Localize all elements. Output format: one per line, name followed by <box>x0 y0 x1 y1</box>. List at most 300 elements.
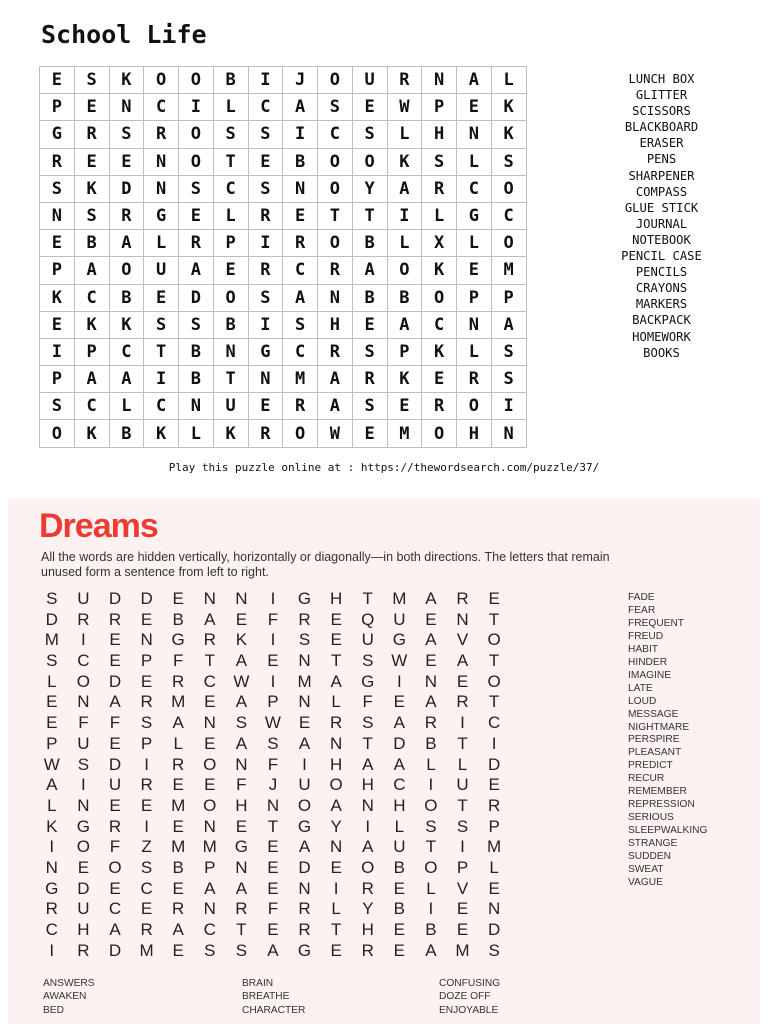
grid-letter: B <box>425 733 437 753</box>
word-list-item: LOUD <box>628 695 657 707</box>
grid-letter: B <box>179 338 214 365</box>
grid-letter: M <box>455 940 470 960</box>
grid-letter: O <box>40 420 75 447</box>
grid-letter: K <box>74 311 109 338</box>
grid-letter: L <box>109 393 144 420</box>
grid-letter: B <box>352 284 387 311</box>
grid-letter: S <box>248 284 283 311</box>
word-list-item: MARKERS <box>635 297 688 312</box>
grid-letter: D <box>108 671 122 691</box>
grid-letter: R <box>487 795 501 815</box>
dreams-bottom-word-column <box>439 977 500 1017</box>
grid-letter: L <box>394 816 405 836</box>
grid-letter: N <box>179 393 214 420</box>
grid-letter: L <box>213 94 248 121</box>
grid-letter: C <box>144 94 179 121</box>
grid-letter: P <box>74 338 109 365</box>
grid-letter: D <box>393 733 406 753</box>
grid-letter: C <box>393 775 406 795</box>
grid-letter: P <box>40 366 75 393</box>
word-list-item: FREQUENT <box>628 617 685 629</box>
grid-letter: R <box>298 920 311 939</box>
grid-letter: L <box>491 67 526 94</box>
grid-letter: T <box>488 609 500 629</box>
grid-letter: R <box>74 121 109 148</box>
grid-letter: E <box>109 795 121 815</box>
grid-letter: I <box>491 393 526 420</box>
grid-letter: R <box>318 338 353 365</box>
grid-letter: A <box>109 920 121 939</box>
grid-row <box>40 67 527 94</box>
puzzle-online-link[interactable]: Play this puzzle online at : https://thewordsearch.com/puzzle/37/ <box>168 461 600 474</box>
grid-letter: A <box>235 651 248 671</box>
grid-letter: S <box>352 393 387 420</box>
grid-letter: E <box>140 671 153 691</box>
grid-letter: H <box>330 589 343 608</box>
grid-letter: I <box>365 816 371 836</box>
grid-letter: S <box>40 393 75 420</box>
grid-letter: R <box>248 257 283 284</box>
grid-letter: R <box>140 692 153 712</box>
grid-letter: C <box>248 94 283 121</box>
grid-letter: S <box>425 816 437 836</box>
grid-letter: W <box>264 713 281 733</box>
grid-letter: S <box>248 175 283 202</box>
grid-letter: U <box>393 609 406 629</box>
grid-letter: B <box>109 420 144 447</box>
grid-letter: X <box>422 230 457 257</box>
grid-letter: E <box>248 393 283 420</box>
grid-letter: E <box>387 393 422 420</box>
grid-letter: H <box>361 775 374 795</box>
dreams-instructions: All the words are hidden vertically, horizontally or diagonally—in both directions. The letters that remain unused form a sentence from left to right. <box>41 550 610 579</box>
grid-row <box>40 420 527 447</box>
grid-row <box>36 837 510 858</box>
grid-letter: N <box>235 754 248 774</box>
grid-letter: E <box>352 420 387 447</box>
word-list-item: PERSPIRE <box>628 734 680 746</box>
grid-letter: S <box>140 713 153 733</box>
grid-row <box>40 257 527 284</box>
grid-letter: E <box>40 67 75 94</box>
grid-letter: G <box>40 121 75 148</box>
grid-letter: U <box>352 67 387 94</box>
grid-letter: R <box>77 940 90 960</box>
grid-letter: E <box>109 651 121 671</box>
grid-letter: E <box>172 940 184 960</box>
grid-letter: C <box>109 338 144 365</box>
grid-letter: B <box>74 230 109 257</box>
grid-letter: R <box>361 878 374 898</box>
grid-letter: E <box>204 775 216 795</box>
grid-letter: T <box>425 837 437 857</box>
grid-letter: N <box>298 651 311 671</box>
grid-letter: I <box>396 671 402 691</box>
grid-letter: N <box>203 713 216 733</box>
grid-letter: K <box>144 420 179 447</box>
grid-letter: I <box>270 589 276 608</box>
grid-letter: R <box>387 67 422 94</box>
grid-letter: E <box>140 795 153 815</box>
grid-letter: U <box>108 775 122 795</box>
grid-letter: H <box>318 311 353 338</box>
grid-letter: B <box>213 311 248 338</box>
grid-letter: Y <box>352 175 387 202</box>
grid-letter: E <box>267 857 279 877</box>
grid-letter: C <box>487 713 501 733</box>
grid-letter: E <box>109 733 121 753</box>
grid-letter: E <box>235 609 248 629</box>
grid-letter: I <box>144 754 149 774</box>
grid-letter: R <box>248 420 283 447</box>
grid-letter: T <box>362 733 373 753</box>
grid-letter: A <box>109 366 144 393</box>
grid-letter: C <box>203 920 216 939</box>
grid-letter: P <box>457 284 492 311</box>
grid-letter: E <box>140 609 153 629</box>
grid-letter: R <box>203 630 216 650</box>
grid-row <box>40 121 527 148</box>
grid-letter: O <box>109 257 144 284</box>
grid-letter: G <box>457 202 492 229</box>
grid-letter: O <box>318 230 353 257</box>
grid-row <box>40 311 527 338</box>
grid-letter: P <box>140 651 153 671</box>
grid-letter: S <box>491 148 526 175</box>
grid-letter: A <box>46 775 58 795</box>
grid-letter: E <box>456 920 469 939</box>
word-list-item: SCISSORS <box>632 104 691 119</box>
grid-letter: B <box>213 67 248 94</box>
grid-letter: H <box>422 121 457 148</box>
grid-letter: S <box>283 311 318 338</box>
grid-letter: T <box>352 202 387 229</box>
grid-letter: L <box>47 795 57 815</box>
grid-letter: L <box>457 754 468 774</box>
grid-letter: A <box>74 366 109 393</box>
grid-letter: L <box>331 899 341 919</box>
grid-letter: C <box>203 671 216 691</box>
grid-letter: N <box>318 284 353 311</box>
grid-letter: E <box>488 878 500 898</box>
word-list-item: PENS <box>646 152 677 167</box>
grid-letter: U <box>298 775 311 795</box>
grid-letter: E <box>40 311 75 338</box>
grid-row <box>40 148 527 175</box>
grid-letter: N <box>266 795 280 815</box>
word-list-item: VAGUE <box>628 876 663 888</box>
grid-letter: F <box>362 692 373 712</box>
grid-letter: P <box>422 94 457 121</box>
grid-letter: U <box>77 899 90 919</box>
grid-letter: T <box>457 733 468 753</box>
dreams-bottom-word-column <box>43 977 95 1017</box>
word-list-item: JOURNAL <box>635 216 688 231</box>
grid-letter: N <box>422 67 457 94</box>
grid-letter: C <box>45 920 58 939</box>
word-list-item: ENJOYABLE <box>439 1004 499 1016</box>
grid-letter: T <box>488 651 500 671</box>
grid-letter: D <box>140 589 153 608</box>
word-list-item: IMAGINE <box>628 669 672 681</box>
grid-letter: L <box>457 338 492 365</box>
grid-row <box>36 858 510 879</box>
grid-letter: E <box>393 878 405 898</box>
grid-letter: L <box>179 420 214 447</box>
grid-letter: C <box>457 175 492 202</box>
word-list-item: DOZE OFF <box>439 991 491 1003</box>
grid-letter: K <box>491 94 526 121</box>
grid-letter: A <box>425 589 437 608</box>
grid-letter: B <box>352 230 387 257</box>
grid-letter: F <box>172 651 184 671</box>
grid-letter: M <box>202 837 217 857</box>
grid-letter: S <box>488 940 500 960</box>
grid-letter: R <box>45 899 58 919</box>
grid-letter: N <box>491 420 526 447</box>
grid-letter: H <box>77 920 90 939</box>
grid-row <box>40 202 527 229</box>
grid-letter: M <box>297 671 312 691</box>
grid-letter: E <box>144 284 179 311</box>
grid-letter: N <box>298 692 311 712</box>
grid-letter: A <box>387 175 422 202</box>
grid-letter: O <box>318 148 353 175</box>
grid-letter: I <box>283 121 318 148</box>
school-life-title: School Life <box>41 20 207 49</box>
grid-letter: S <box>179 311 214 338</box>
grid-letter: R <box>424 713 438 733</box>
grid-letter: G <box>361 671 375 691</box>
grid-letter: I <box>248 230 283 257</box>
grid-letter: S <box>456 816 469 836</box>
grid-letter: O <box>203 754 217 774</box>
grid-letter: E <box>46 713 58 733</box>
word-list-item: COMPASS <box>635 184 688 199</box>
grid-letter: M <box>392 589 407 608</box>
grid-letter: C <box>74 284 109 311</box>
grid-letter: L <box>457 148 492 175</box>
grid-letter: R <box>457 366 492 393</box>
grid-letter: E <box>422 366 457 393</box>
grid-letter: R <box>140 920 153 939</box>
grid-letter: M <box>283 366 318 393</box>
grid-letter: A <box>109 230 144 257</box>
grid-letter: J <box>283 67 318 94</box>
grid-letter: R <box>422 393 457 420</box>
grid-letter: R <box>140 775 153 795</box>
grid-letter: N <box>144 175 179 202</box>
grid-letter: G <box>297 940 312 960</box>
grid-row <box>36 920 510 941</box>
grid-letter: T <box>267 816 279 836</box>
word-list-item: HINDER <box>628 656 668 668</box>
grid-letter: I <box>333 878 339 898</box>
grid-letter: M <box>171 692 186 712</box>
grid-letter: N <box>248 366 283 393</box>
grid-letter: W <box>233 671 250 691</box>
grid-letter: O <box>424 857 438 877</box>
grid-letter: I <box>387 202 422 229</box>
grid-letter: B <box>283 148 318 175</box>
grid-letter: A <box>235 733 248 753</box>
word-list-item: PREDICT <box>628 760 673 772</box>
word-list-item: HABIT <box>628 643 659 655</box>
grid-letter: S <box>235 940 248 960</box>
grid-letter: S <box>40 175 75 202</box>
grid-letter: V <box>456 878 469 898</box>
grid-letter: A <box>362 837 374 857</box>
grid-letter: E <box>267 878 279 898</box>
grid-letter: F <box>267 609 279 629</box>
grid-letter: R <box>283 393 318 420</box>
grid-letter: R <box>109 202 144 229</box>
grid-letter: A <box>204 878 216 898</box>
word-list-item: BACKPACK <box>632 313 691 328</box>
grid-letter: S <box>248 121 283 148</box>
grid-letter: I <box>270 671 276 691</box>
grid-letter: U <box>393 837 406 857</box>
grid-letter: P <box>40 94 75 121</box>
grid-letter: E <box>283 202 318 229</box>
grid-letter: E <box>248 148 283 175</box>
grid-letter: R <box>248 202 283 229</box>
grid-letter: O <box>108 857 122 877</box>
grid-letter: I <box>460 713 465 733</box>
grid-letter: G <box>76 816 90 836</box>
word-list-item: FEAR <box>628 604 656 616</box>
grid-row <box>36 651 510 672</box>
grid-letter: E <box>109 148 144 175</box>
word-list-item: NOTEBOOK <box>632 232 691 247</box>
grid-letter: W <box>391 651 408 671</box>
grid-letter: O <box>76 837 90 857</box>
grid-letter: T <box>318 202 353 229</box>
word-list-item: GLUE STICK <box>624 200 699 215</box>
grid-letter: C <box>140 878 153 898</box>
grid-letter: N <box>140 630 153 650</box>
grid-letter: I <box>49 837 55 857</box>
grid-letter: D <box>108 589 122 608</box>
grid-letter: I <box>40 338 75 365</box>
grid-letter: E <box>140 899 153 919</box>
grid-row <box>40 94 527 121</box>
grid-letter: W <box>43 754 60 774</box>
grid-letter: O <box>487 671 501 691</box>
grid-letter: A <box>330 671 342 691</box>
grid-row <box>36 796 510 817</box>
grid-letter: M <box>44 630 59 650</box>
grid-letter: S <box>362 713 374 733</box>
word-list-item: SUDDEN <box>628 851 672 863</box>
grid-letter: N <box>109 94 144 121</box>
grid-letter: O <box>179 67 214 94</box>
dreams-letter-grid <box>36 589 510 961</box>
grid-letter: T <box>488 692 500 712</box>
grid-letter: O <box>457 393 492 420</box>
word-list-item: STRANGE <box>628 838 678 850</box>
grid-letter: R <box>40 148 75 175</box>
grid-letter: M <box>139 940 154 960</box>
grid-letter: E <box>267 837 279 857</box>
word-list-item: SERIOUS <box>628 812 674 824</box>
grid-letter: E <box>213 257 248 284</box>
word-list-item: REPRESSION <box>628 799 695 811</box>
grid-letter: H <box>457 420 492 447</box>
grid-letter: I <box>302 754 307 774</box>
grid-letter: B <box>393 899 405 919</box>
grid-letter: T <box>213 366 248 393</box>
grid-letter: K <box>387 366 422 393</box>
word-list-item: CRAYONS <box>635 281 688 296</box>
dreams-title: Dreams <box>39 507 158 545</box>
grid-letter: C <box>283 257 318 284</box>
grid-letter: E <box>172 878 184 898</box>
grid-letter: P <box>387 338 422 365</box>
grid-letter: O <box>203 795 217 815</box>
grid-letter: L <box>426 878 436 898</box>
grid-letter: G <box>144 202 179 229</box>
grid-letter: O <box>361 857 375 877</box>
grid-letter: S <box>109 121 144 148</box>
grid-letter: R <box>179 230 214 257</box>
grid-letter: N <box>298 878 311 898</box>
word-list-item: LUNCH BOX <box>628 72 695 86</box>
grid-letter: O <box>179 121 214 148</box>
grid-letter: R <box>77 609 90 629</box>
grid-letter: I <box>144 816 149 836</box>
grid-letter: U <box>213 393 248 420</box>
grid-letter: M <box>487 837 502 857</box>
grid-letter: T <box>330 920 342 939</box>
word-list-item: PENCIL CASE <box>621 249 702 264</box>
grid-letter: K <box>40 284 75 311</box>
grid-letter: N <box>213 338 248 365</box>
grid-row <box>40 393 527 420</box>
grid-letter: T <box>457 795 468 815</box>
grid-letter: I <box>491 733 497 753</box>
grid-letter: A <box>393 713 405 733</box>
grid-letter: M <box>387 420 422 447</box>
grid-letter: L <box>457 230 492 257</box>
grid-letter: E <box>330 940 342 960</box>
grid-letter: H <box>361 920 374 939</box>
grid-letter: S <box>352 338 387 365</box>
grid-letter: E <box>46 692 58 712</box>
grid-row <box>36 630 510 651</box>
word-list-item: NIGHTMARE <box>628 721 690 733</box>
grid-letter: R <box>422 175 457 202</box>
grid-letter: E <box>74 94 109 121</box>
grid-letter: H <box>235 795 248 815</box>
grid-row <box>40 230 527 257</box>
grid-letter: E <box>352 311 387 338</box>
grid-letter: P <box>140 733 153 753</box>
word-list-item: SHARPENER <box>628 168 695 183</box>
grid-letter: R <box>172 899 185 919</box>
grid-letter: M <box>491 257 526 284</box>
grid-letter: R <box>298 609 311 629</box>
grid-letter: I <box>428 775 434 795</box>
word-list-item: PENCILS <box>635 265 688 280</box>
dreams-bottom-word-column <box>242 977 305 1017</box>
grid-letter: N <box>77 795 90 815</box>
grid-letter: N <box>456 609 469 629</box>
grid-letter: E <box>74 148 109 175</box>
grid-letter: O <box>352 148 387 175</box>
grid-letter: E <box>204 692 216 712</box>
grid-letter: O <box>144 67 179 94</box>
